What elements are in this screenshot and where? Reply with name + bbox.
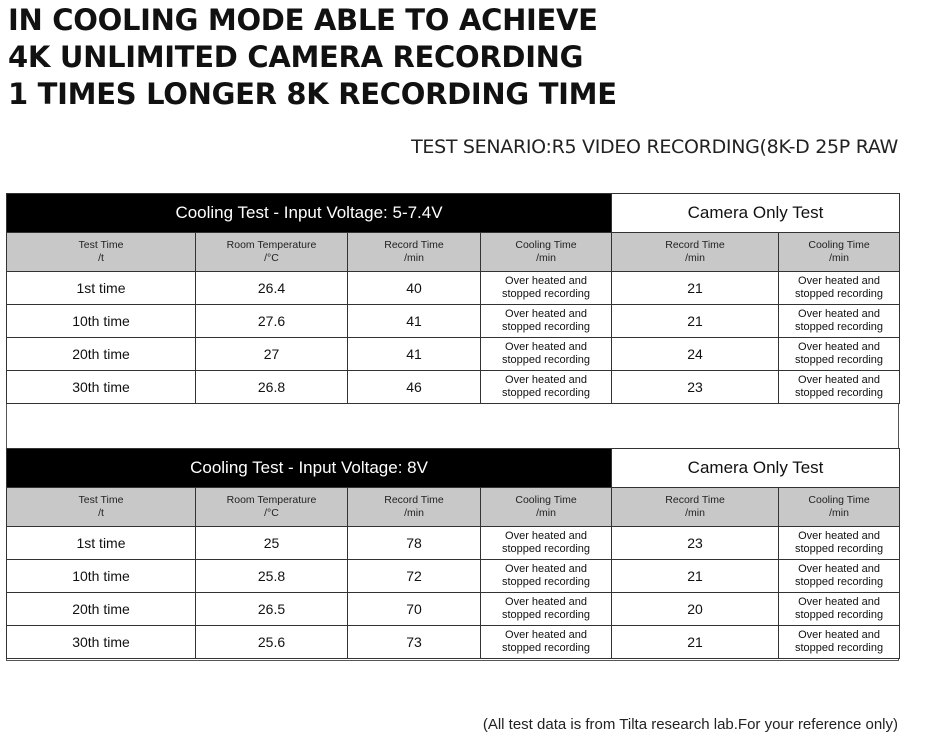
test-time-cell: 20th time bbox=[7, 338, 196, 371]
column-header bbox=[348, 233, 481, 272]
camera-cooling-note-line-2: stopped recording bbox=[795, 609, 884, 621]
camera-record-time-cell: 23 bbox=[612, 371, 779, 404]
column-header bbox=[481, 488, 612, 527]
column-header-label: Record Time bbox=[384, 494, 444, 506]
test-time-cell: 1st time bbox=[7, 527, 196, 560]
camera-cooling-time-cell bbox=[779, 560, 900, 593]
table-row bbox=[7, 560, 900, 593]
cooling-note-line-1: Over heated and bbox=[505, 596, 587, 608]
column-header-label: Room Temperature bbox=[226, 494, 317, 506]
cooling-note-line-1: Over heated and bbox=[505, 530, 587, 542]
table-row bbox=[7, 626, 900, 659]
table-row bbox=[7, 272, 900, 305]
room-temperature-cell: 25.8 bbox=[196, 560, 348, 593]
record-time-cell: 70 bbox=[348, 593, 481, 626]
camera-record-time-cell: 20 bbox=[612, 593, 779, 626]
headline bbox=[8, 2, 617, 113]
record-time-cell: 40 bbox=[348, 272, 481, 305]
column-header-label: Room Temperature bbox=[226, 239, 317, 251]
column-header-label: Record Time bbox=[665, 494, 725, 506]
column-header bbox=[196, 488, 348, 527]
camera-only-test-title: Camera Only Test bbox=[612, 449, 900, 488]
column-header bbox=[612, 488, 779, 527]
headline-line-3: 1 TIMES LONGER 8K RECORDING TIME bbox=[8, 77, 617, 111]
cooling-time-cell bbox=[481, 593, 612, 626]
column-header-unit: /min bbox=[685, 507, 705, 519]
column-header-unit: /min bbox=[536, 252, 556, 264]
column-header bbox=[779, 233, 900, 272]
cooling-time-cell bbox=[481, 626, 612, 659]
camera-record-time-cell: 23 bbox=[612, 527, 779, 560]
column-header-unit: /min bbox=[685, 252, 705, 264]
cooling-note-line-2: stopped recording bbox=[501, 354, 591, 366]
cooling-note-line-2: stopped recording bbox=[501, 321, 591, 333]
column-header-label: Cooling Time bbox=[808, 494, 870, 506]
camera-record-time-cell: 21 bbox=[612, 560, 779, 593]
table-row bbox=[7, 527, 900, 560]
table-row bbox=[7, 593, 900, 626]
camera-cooling-note-line-2: stopped recording bbox=[794, 321, 884, 333]
cooling-note-line-2: stopped recording bbox=[501, 642, 591, 654]
table-row bbox=[7, 338, 900, 371]
camera-cooling-note-line-2: stopped recording bbox=[795, 543, 884, 555]
cooling-test-title: Cooling Test - Input Voltage: 8V bbox=[7, 449, 612, 488]
column-header-unit: /min bbox=[404, 252, 424, 264]
cooling-time-cell bbox=[481, 338, 612, 371]
column-header bbox=[612, 233, 779, 272]
camera-cooling-note-line-1: Over heated and bbox=[798, 275, 880, 287]
table-row bbox=[7, 371, 900, 404]
column-header-unit: /t bbox=[98, 507, 104, 519]
record-time-cell: 41 bbox=[348, 305, 481, 338]
column-header-unit: /°C bbox=[264, 507, 279, 519]
camera-cooling-note-line-2: stopped recording bbox=[794, 387, 884, 399]
cooling-note-line-1: Over heated and bbox=[505, 275, 587, 287]
camera-cooling-time-cell bbox=[779, 338, 900, 371]
room-temperature-cell: 26.5 bbox=[196, 593, 348, 626]
cooling-time-cell bbox=[481, 527, 612, 560]
camera-cooling-note-line-2: stopped recording bbox=[794, 354, 884, 366]
test-time-cell: 10th time bbox=[7, 560, 196, 593]
column-header-label: Cooling Time bbox=[515, 239, 577, 251]
cooling-time-cell bbox=[481, 272, 612, 305]
camera-cooling-note-line-1: Over heated and bbox=[798, 596, 881, 608]
table-title-row bbox=[7, 449, 900, 488]
column-header-label: Record Time bbox=[384, 239, 444, 251]
cooling-note-line-1: Over heated and bbox=[505, 629, 587, 641]
record-time-cell: 73 bbox=[348, 626, 481, 659]
column-header-unit: /min bbox=[829, 252, 849, 264]
room-temperature-cell: 26.4 bbox=[196, 272, 348, 305]
camera-cooling-note-line-1: Over heated and bbox=[798, 629, 881, 641]
room-temperature-cell: 26.8 bbox=[196, 371, 348, 404]
column-header bbox=[7, 488, 196, 527]
camera-cooling-note-line-1: Over heated and bbox=[798, 308, 880, 320]
camera-cooling-time-cell bbox=[779, 527, 900, 560]
camera-cooling-note-line-2: stopped recording bbox=[794, 288, 884, 300]
room-temperature-cell: 27 bbox=[196, 338, 348, 371]
cooling-note-line-1: Over heated and bbox=[505, 341, 587, 353]
camera-record-time-cell: 21 bbox=[612, 626, 779, 659]
camera-cooling-note-line-2: stopped recording bbox=[795, 642, 884, 654]
column-header-unit: /°C bbox=[264, 252, 279, 264]
camera-record-time-cell: 21 bbox=[612, 272, 779, 305]
camera-cooling-time-cell bbox=[779, 593, 900, 626]
room-temperature-cell: 25 bbox=[196, 527, 348, 560]
column-header bbox=[7, 233, 196, 272]
record-time-cell: 72 bbox=[348, 560, 481, 593]
column-header-label: Test Time bbox=[78, 494, 124, 506]
column-header-label: Record Time bbox=[665, 239, 725, 251]
cooling-test-table-2 bbox=[6, 448, 900, 659]
headline-line-1: IN COOLING MODE ABLE TO ACHIEVE bbox=[8, 3, 598, 37]
headline-line-2: 4K UNLIMITED CAMERA RECORDING bbox=[8, 40, 584, 74]
camera-only-test-title: Camera Only Test bbox=[612, 194, 900, 233]
cooling-time-cell bbox=[481, 560, 612, 593]
camera-cooling-note-line-1: Over heated and bbox=[798, 530, 881, 542]
column-header-unit: /t bbox=[98, 252, 104, 264]
footer-note: (All test data is from Tilta research lab.For your reference only) bbox=[482, 716, 898, 733]
column-header-row bbox=[7, 488, 900, 527]
cooling-note-line-1: Over heated and bbox=[505, 563, 587, 575]
cooling-test-title: Cooling Test - Input Voltage: 5-7.4V bbox=[7, 194, 612, 233]
table-title-row bbox=[7, 194, 900, 233]
table-row bbox=[7, 305, 900, 338]
test-time-cell: 30th time bbox=[7, 626, 196, 659]
column-header bbox=[348, 488, 481, 527]
cooling-note-line-2: stopped recording bbox=[501, 387, 591, 399]
camera-cooling-time-cell bbox=[779, 371, 900, 404]
camera-cooling-time-cell bbox=[779, 305, 900, 338]
test-time-cell: 10th time bbox=[7, 305, 196, 338]
test-time-cell: 30th time bbox=[7, 371, 196, 404]
cooling-note-line-1: Over heated and bbox=[505, 308, 587, 320]
column-header-unit: /min bbox=[404, 507, 424, 519]
record-time-cell: 41 bbox=[348, 338, 481, 371]
camera-cooling-time-cell bbox=[779, 626, 900, 659]
column-header-row bbox=[7, 233, 900, 272]
cooling-note-line-2: stopped recording bbox=[501, 288, 591, 300]
cooling-note-line-1: Over heated and bbox=[505, 374, 587, 386]
camera-record-time-cell: 24 bbox=[612, 338, 779, 371]
column-header-label: Cooling Time bbox=[808, 239, 870, 251]
column-header bbox=[779, 488, 900, 527]
column-header bbox=[196, 233, 348, 272]
camera-record-time-cell: 21 bbox=[612, 305, 779, 338]
test-scenario: TEST SENARIO:R5 VIDEO RECORDING(8K-D 25P RAW bbox=[411, 136, 898, 158]
cooling-time-cell bbox=[481, 371, 612, 404]
cooling-time-cell bbox=[481, 305, 612, 338]
camera-cooling-time-cell bbox=[779, 272, 900, 305]
camera-cooling-note-line-1: Over heated and bbox=[798, 563, 881, 575]
room-temperature-cell: 25.6 bbox=[196, 626, 348, 659]
camera-cooling-note-line-2: stopped recording bbox=[795, 576, 884, 588]
column-header-unit: /min bbox=[536, 507, 556, 519]
column-header-label: Cooling Time bbox=[515, 494, 577, 506]
record-time-cell: 78 bbox=[348, 527, 481, 560]
room-temperature-cell: 27.6 bbox=[196, 305, 348, 338]
cooling-note-line-2: stopped recording bbox=[501, 576, 591, 588]
column-header-label: Test Time bbox=[78, 239, 124, 251]
test-time-cell: 20th time bbox=[7, 593, 196, 626]
cooling-note-line-2: stopped recording bbox=[501, 543, 591, 555]
cooling-test-table-1 bbox=[6, 193, 900, 404]
test-time-cell: 1st time bbox=[7, 272, 196, 305]
cooling-note-line-2: stopped recording bbox=[501, 609, 591, 621]
camera-cooling-note-line-1: Over heated and bbox=[798, 374, 880, 386]
column-header bbox=[481, 233, 612, 272]
column-header-unit: /min bbox=[829, 507, 849, 519]
record-time-cell: 46 bbox=[348, 371, 481, 404]
camera-cooling-note-line-1: Over heated and bbox=[798, 341, 880, 353]
